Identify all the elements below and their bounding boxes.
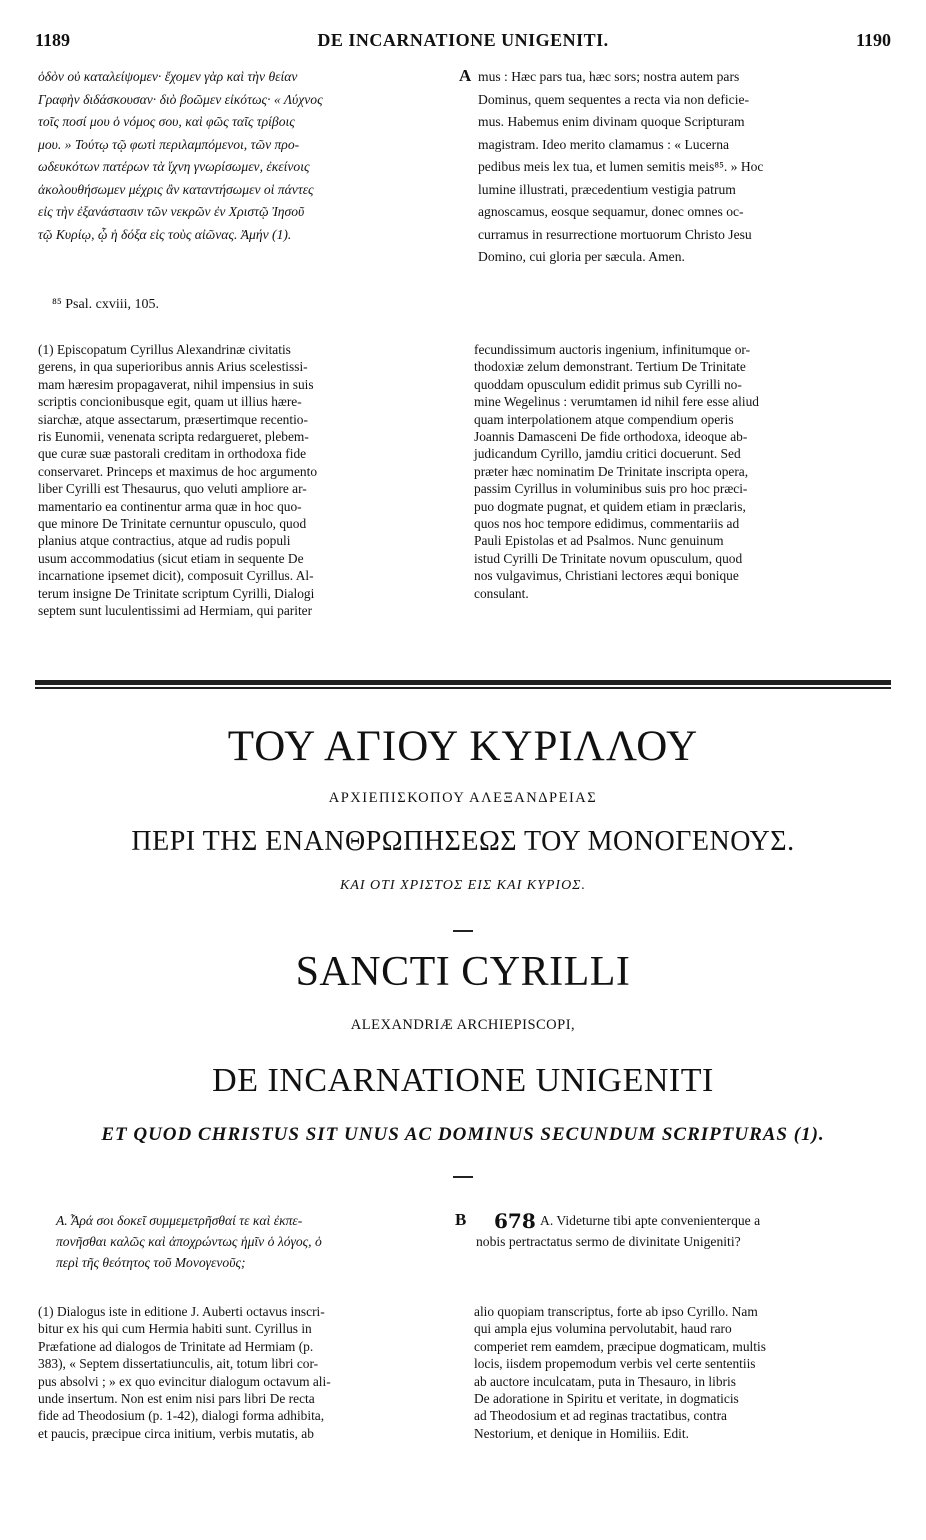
greek-line: τῷ Κυρίῳ, ᾧ ἡ δόξα εἰς τοὺς αἰῶνας. Ἀμήν (1). <box>38 226 292 242</box>
latin-line: curramus in resurrectione mortuorum Christo Jesu <box>478 226 752 242</box>
footnote-line: De adoratione in Spiritu et veritate, in dogmaticis <box>474 1391 739 1407</box>
footnote-1-left <box>38 341 450 620</box>
footnote-line: Nestorium, et denique in Homiliis. Edit. <box>474 1425 689 1441</box>
latin-title-heading: DE INCARNATIONE UNIGENITI <box>212 1062 714 1099</box>
footnote-line: que minore De Trinitate cernuntur opusculo, quod <box>38 516 307 532</box>
right-page-number: 1190 <box>855 30 891 50</box>
footnote-line: ris Eunomii, venenata scripta redargueret, plebem- <box>38 429 309 445</box>
column-number: 678 <box>494 1209 536 1233</box>
greek-line: ωδευκότων πατέρων τὰ ἴχνη γνωρίσωμεν, ἐκείνοις <box>38 159 310 174</box>
footnote-line: mine Wegelinus : verumtamen id nihil fere esse aliud <box>474 394 760 410</box>
latin-author-heading: SANCTI CYRILLI <box>295 949 631 995</box>
latin-line: Domino, cui gloria per sæcula. Amen. <box>478 249 685 264</box>
greek-line: ἀκολουθήσωμεν μέχρις ἂν καταντήσωμεν οἱ πάντες <box>38 181 314 197</box>
running-title: DE INCARNATIONE UNIGENITI. <box>317 30 609 50</box>
footnote-line: consulant. <box>474 585 529 601</box>
greek-author-heading: ΤΟΥ ΑΓΙΟΥ ΚΥΡΙΛΛΟΥ <box>227 723 699 770</box>
greek-line: περὶ τῆς θεότητος τοῦ Μονογενοῦς; <box>56 1255 246 1270</box>
footnote-line: et paucis, præcipue circa initium, verbis mutatis, ab <box>38 1425 314 1441</box>
footnote-2-right <box>474 1303 890 1442</box>
footnote-line: conservaret. Princeps et maximus de hoc argumento <box>38 463 318 479</box>
title-divider <box>453 930 473 932</box>
footnote-line: thodoxiæ zelum demonstrant. Tertium De Trinitate <box>474 359 746 375</box>
greek-line: Α. Ἆρά σοι δοκεῖ συμμεμετρῆσθαί τε καὶ ἐκπε- <box>56 1213 303 1228</box>
footnote-1-right <box>474 341 890 602</box>
dialogue-latin-cont <box>476 1231 890 1252</box>
footnote-line: præter hæc nominatim De Trinitate inscripta opera, <box>474 463 749 479</box>
footnote-line: mam hæresim propagaverat, nihil impensius in suis <box>38 376 314 392</box>
footnote-line: puo dogmate pugnat, et quidem etiam in præclaris, <box>474 498 746 514</box>
greek-title-heading: ΠΕΡΙ ΤΗΣ ΕΝΑΝΘΡΩΠΗΣΕΩΣ ΤΟΥ ΜΟΝΟΓΕΝΟΥΣ. <box>131 826 795 857</box>
footnote-line: unde insertum. Non est enim nisi pars libri De recta <box>38 1391 315 1407</box>
margin-letter-b: B <box>455 1210 467 1229</box>
greek-line: εἰς τὴν ἐξανάστασιν τῶν νεκρῶν ἐν Χριστῷ Ἰησοῦ <box>38 204 305 219</box>
latin-line: mus. Habemus enim divinam quoque Scripturam <box>478 114 745 129</box>
footnote-line: fide ad Theodosium (p. 1-42), dialogi forma adhibita, <box>38 1408 325 1424</box>
footnote-line: quam interpolationem atque compendium operis <box>474 411 734 427</box>
margin-letter-a: A <box>459 66 472 85</box>
footnote-line: fecundissimum auctoris ingenium, infinitumque or- <box>474 342 751 357</box>
latin-line: lumine illustrati, præcedentium vestigia patrum <box>478 181 736 197</box>
latin-line: Dominus, quem sequentes a recta via non deficie- <box>478 91 750 107</box>
footnote-line: 383), « Septem dissertatiunculis, ait, totum libri cor- <box>38 1356 319 1372</box>
footnote-line: Joannis Damasceni De fide orthodoxa, ideoque ab- <box>474 429 748 445</box>
greek-line: ὁδὸν οὐ καταλείψομεν· ἔχομεν γὰρ καὶ τὴν θείαν <box>38 69 298 84</box>
footnote-line: gerens, in qua superioribus annis Arius scelestissi- <box>38 359 308 375</box>
footnote-line: terum insigne De Trinitate scriptum Cyrilli, Dialogi <box>38 585 315 601</box>
footnote-line: incarnatione ipsemet dicit), composuit Cyrillus. Al- <box>38 568 314 584</box>
latin-line: pedibus meis lex tua, et lumen semitis meis⁸⁵. » Hoc <box>478 159 764 174</box>
footnote-line: (1) Episcopatum Cyrillus Alexandrinæ civitatis <box>38 342 291 357</box>
footnote-line: ad Theodosium et ad reginas tractatibus, contra <box>474 1408 727 1424</box>
footnote-line: septem sunt luculentissimi ad Hermiam, qui pariter <box>38 603 313 619</box>
footnote-line: quos nos hoc tempore edidimus, commentariis ad <box>474 516 740 532</box>
latin-line: agnoscamus, eosque sequamur, donec omnes oc- <box>478 204 744 219</box>
latin-subtitle-heading: ET QUOD CHRISTUS SIT UNUS AC DOMINUS SECUNDUM SCRIPTURAS (1). <box>101 1124 825 1145</box>
top-latin-column <box>478 66 892 269</box>
footnote-line: nos vulgavimus, Christiani lectores æqui bonique <box>474 568 739 584</box>
greek-see-heading: ΑΡΧΙΕΠΙΣΚΟΠΟΥ ΑΛΕΞΑΝΔΡΕΙΑΣ <box>328 790 598 806</box>
footnote-line: judicandum Cyrillo, jamdiu critici docuerunt. Sed <box>474 446 741 462</box>
greek-line: πονῆσθαι καλῶς καὶ ἀποχρώντως ἡμῖν ὁ λόγος, ὁ <box>56 1234 322 1249</box>
footnote-line: usum accommodatius (sicut etiam in sequente De <box>38 550 304 566</box>
left-page-number: 1189 <box>35 30 71 50</box>
footnote-line: siarchæ, atque assectarum, præsertimque recentio- <box>38 411 308 427</box>
footnote-line: istud Cyrilli De Trinitate novum opusculum, quod <box>474 550 743 566</box>
footnote-line: passim Cyrillus in voluminibus suis pro hoc præci- <box>474 481 748 497</box>
latin-line: magistram. Ideo merito clamamus : « Lucerna <box>478 136 730 152</box>
dialogue-latin <box>540 1210 890 1231</box>
top-greek-column <box>38 66 458 246</box>
scripture-reference: ⁸⁵ Psal. cxviii, 105. <box>52 297 159 312</box>
footnote-line: Pauli Epistolas et ad Psalmos. Nunc genuinum <box>474 533 724 549</box>
footnote-line: liber Cyrilli est Thesaurus, quo veluti ampliore ar- <box>38 481 307 497</box>
footnote-line: mamentario ea continentur arma quæ in hoc quo- <box>38 498 302 514</box>
footnote-line: locis, iisdem propemodum verbis vel certe sententiis <box>474 1356 756 1372</box>
latin-see-heading: ALEXANDRIÆ ARCHIEPISCOPI, <box>350 1017 576 1033</box>
footnote-line: ab auctore inculcatam, puta in Thesauro, in libris <box>474 1373 736 1389</box>
section-rule-thick <box>35 680 891 685</box>
footnote-line: qui ampla ejus volumina pervolutabit, haud raro <box>474 1321 732 1337</box>
greek-line: τοῖς ποσί μου ὁ νόμος σου, καὶ φῶς ταῖς τρίβοις <box>38 114 295 129</box>
footnote-line: que curæ suæ pastorali creditam in orthodoxa fide <box>38 446 307 462</box>
latin-line: mus : Hæc pars tua, hæc sors; nostra autem pars <box>478 69 740 84</box>
footnote-line: (1) Dialogus iste in editione J. Auberti octavus inscri- <box>38 1304 325 1319</box>
running-header <box>35 30 891 54</box>
greek-line: μου. » Τούτῳ τῷ φωτὶ περιλαμπόμενοι, τῶν προ- <box>38 136 300 152</box>
dialogue-greek <box>56 1210 451 1273</box>
footnote-line: Præfatione ad dialogos de Trinitate ad Hermiam (p. <box>38 1338 314 1354</box>
latin-line: nobis pertractatus sermo de divinitate Unigeniti? <box>476 1234 741 1249</box>
footnote-line: pus absolvi ; » ex quo evincitur dialogum octavum ali- <box>38 1373 331 1389</box>
latin-line: A. Videturne tibi apte convenienterque a <box>540 1213 761 1228</box>
footnote-line: quoddam opusculum edidit primus sub Cyrilli no- <box>474 376 742 392</box>
title-divider <box>453 1176 473 1178</box>
footnote-line: planius atque contractius, atque ad rudis populi <box>38 533 291 549</box>
greek-subtitle-heading: ΚΑΙ ΟΤΙ ΧΡΙΣΤΟΣ ΕΙΣ ΚΑΙ ΚΥΡΙΟΣ. <box>339 878 586 893</box>
footnote-line: scriptis concionibusque egit, quam ut illius hære- <box>38 394 302 410</box>
footnote-line: comperiet rem eamdem, præcipue dogmaticam, multis <box>474 1338 766 1354</box>
section-rule-thin <box>35 687 891 689</box>
footnote-line: alio quopiam transcriptus, forte ab ipso Cyrillo. Nam <box>474 1304 758 1319</box>
footnote-2-left <box>38 1303 450 1442</box>
footnote-line: bitur ex his qui cum Hermia habiti sunt. Cyrillus in <box>38 1321 312 1337</box>
greek-line: Γραφὴν διδάσκουσαν· διὸ βοῶμεν εἰκότως· « Λύχνος <box>38 91 323 107</box>
